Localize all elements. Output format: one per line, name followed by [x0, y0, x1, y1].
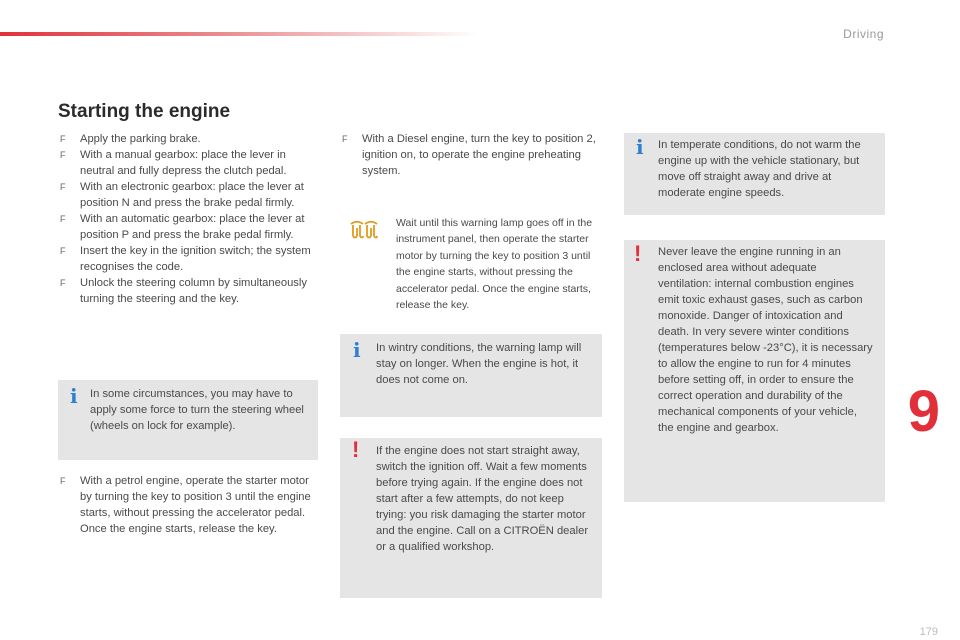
list-item: F With an electronic gearbox: place the lever at position N and press the brake pedal firmly. — [58, 179, 318, 211]
chapter-title: Driving — [843, 27, 884, 41]
info-box-wintry — [340, 334, 602, 417]
info-icon: i — [353, 338, 361, 362]
warning-icon: ! — [634, 241, 642, 266]
list-item: F Insert the key in the ignition switch; the system recognises the code. — [58, 243, 318, 275]
info-icon: i — [70, 384, 78, 408]
info-text: In temperate conditions, do not warm the engine up with the vehicle stationary, but move off straight away and drive at moderate engine speeds. — [658, 139, 861, 199]
warning-box-enclosed-area — [624, 240, 885, 502]
petrol-procedure — [58, 473, 318, 537]
warning-box-no-start — [340, 438, 602, 598]
warning-text: If the engine does not start straight away, switch the ignition off. Wait a few moments before trying again. If the engine does not start after a few attempts, do not keep trying: you risk damaging the starter motor and the engine. Call on a CITROËN dealer or a qualified workshop. — [376, 445, 589, 553]
info-icon: i — [636, 135, 644, 159]
warning-icon: ! — [352, 437, 360, 462]
warning-text: Never leave the engine running in an enclosed area without adequate ventilation: internal combustion engines emit toxic exhaust gases, such as carbon monoxide. Danger of intoxication and death. In very severe winter conditions (temperatures below -23°C), it is necessary to allow the engine to run for 4 minutes before setting off, in order to ensure the correct operation and durability of the mechanical components of your vehicle, the engine and gearbox. — [658, 246, 873, 434]
page-title: Starting the engine — [58, 101, 231, 122]
lamp-instructions: Wait until this warning lamp goes off in the instrument panel, then operate the starter motor by turning the key to position 3 until the engine starts, without pressing the accelerator pedal. Once the engine starts, release the key. — [396, 217, 593, 312]
info-text: In wintry conditions, the warning lamp will stay on longer. When the engine is hot, it does not come on. — [376, 342, 582, 386]
preheating-warning-lamp-icon — [350, 220, 378, 240]
list-item: F With a Diesel engine, turn the key to position 2, ignition on, to operate the engine preheating system. — [340, 131, 602, 179]
list-item: F Unlock the steering column by simultaneously turning the steering and the key. — [58, 275, 318, 307]
info-box-temperate — [624, 133, 885, 215]
procedure-column-left — [58, 131, 318, 307]
list-item: F With a manual gearbox: place the lever in neutral and fully depress the clutch pedal. — [58, 147, 318, 179]
info-text: In some circumstances, you may have to apply some force to turn the steering wheel (wheels on lock for example). — [90, 388, 304, 432]
info-box-steering-force — [58, 380, 318, 460]
page-number: 179 — [919, 626, 938, 638]
list-item: F With a petrol engine, operate the starter motor by turning the key to position 3 until the engine starts, without pressing the accelerator pedal. Once the engine starts, release the key. — [58, 473, 318, 537]
chapter-number: 9 — [907, 379, 940, 444]
chapter-color-bar — [0, 32, 480, 36]
list-item: F With an automatic gearbox: place the lever at position P and press the brake pedal firmly. — [58, 211, 318, 243]
list-item: F Apply the parking brake. — [58, 131, 318, 147]
procedure-column-middle — [340, 131, 602, 179]
